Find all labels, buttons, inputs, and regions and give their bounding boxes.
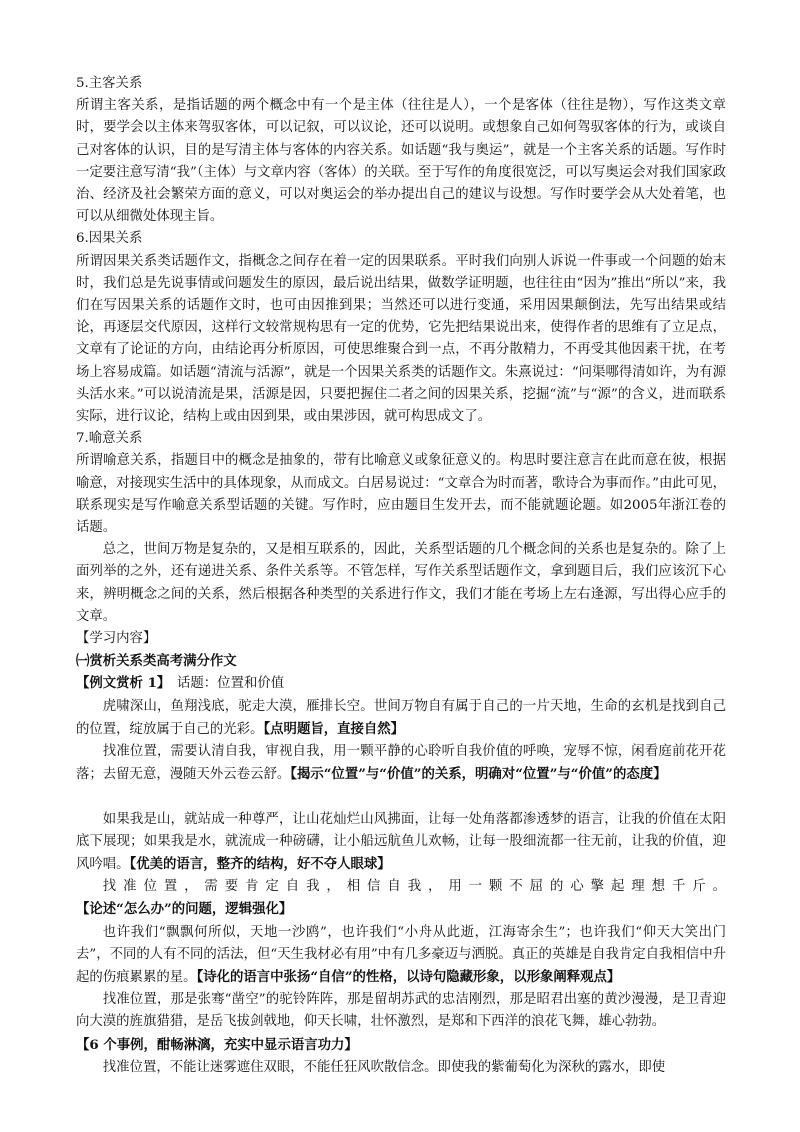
paragraph-text: 找准位置，那是张骞“凿空”的驼铃阵阵，那是留胡苏武的忠洁刚烈，那是昭君出塞的黄沙漫漫，是卫青迎向大漠的旌旗猎猎，是岳飞拔剑戟地，仰天长啸，壮怀激烈，是郑和下西洋的浪花飞舞，雄心勃勃。	[76, 992, 726, 1030]
section-5-body: 所谓主客关系，是指话题的两个概念中有一个是主体（往往是人），一个是客体（往往是物），写作这类文章时，要学会以主体来驾驭客体，可以记叙，可以议论，还可以说明。或想象自己如何驾驭客体的行为，或谈自己对客体的认识，目的是写清主体与客体的内容关系。如话题“我与奥运”，就是一个主客关系的话题。写作时一定要注意写清“我”（主体）与文章内容（客体）的关联。至于写作的角度很宽泛，可以写奥运会对我们国家政治、经济及社会繁荣方面的意义，可以对奥运会的举办提出自己的建议与设想。写作时要学会从大处着笔，也可以从细微处体现主旨。	[76, 98, 726, 225]
blank-line	[76, 787, 726, 809]
paragraph-text: 虎啸深山，鱼翔浅底，驼走大漠，雁排长空。世间万物自有属于自己的一片天地，生命的玄机是找到自己的位置，绽放属于自己的光彩。	[76, 698, 726, 737]
section-7-heading: 7.喻意关系	[76, 431, 143, 447]
example-comment-line	[76, 1034, 726, 1057]
example-paragraph-3	[76, 809, 726, 877]
example-topic: 话题：位置和价值	[163, 676, 285, 692]
learn-content-label: 【学习内容】	[76, 631, 157, 647]
example-paragraph-6	[76, 989, 726, 1033]
paragraph-text: 找准位置，需要肯定自我，相信自我，用一颗不屈的心擎起理想千斤。	[102, 879, 726, 895]
paragraph-text: 找准位置，不能让迷雾遮住双眼，不能任狂风吹散信念。即使我的紫葡萄化为深秋的露水，即使	[102, 1059, 666, 1075]
paragraph-text: 如果我是山，就站成一种尊严，让山花灿烂山风拂面，让每一处角落都渗透梦的语言，让我的价值在太阳底下展现；如果我是水，就流成一种磅礴，让小船远航鱼儿欢畅，让每一股细流都一往无前，让我的价值，迎风吟唱。	[76, 811, 726, 872]
example-paragraph-2	[76, 741, 726, 786]
example-paragraph-7	[76, 1057, 726, 1079]
paragraph-comment: 【点明题旨，直接自然】	[263, 720, 405, 737]
example-header	[76, 672, 726, 695]
section-6-heading: 6.因果关系	[76, 231, 143, 247]
section-7-body: 所谓喻意关系，指题目中的概念是抽象的，带有比喻意义或象征意义的。构思时要注意言在此而意在彼，根据喻意，对接现实生活中的具体现象，从而成文。白居易说过：“文章合为时而著，歌诗合为事而作。”由此可见，联系现实是写作喻意关系型话题的关键。写作时，应由题目生发开去，而不能就题论题。如2005年浙江卷的话题。	[76, 453, 726, 536]
example-label: 【例文赏析 1】	[76, 675, 164, 692]
example-paragraph-4	[76, 876, 726, 921]
summary-paragraph: 总之，世间万物是复杂的，又是相互联系的，因此，关系型话题的几个概念间的关系也是复杂的。除了上面列举的之外，还有递进关系、条件关系等。不管怎样，写作关系型话题作文，拿到题目后，我们应该沉下心来，辨明概念之间的关系，然后根据各种类型的关系进行作文，我们才能在考场上左右逢源，写出得心应手的文章。	[76, 542, 726, 624]
paragraph-comment: 【论述“怎么办”的问题，逻辑强化】	[76, 901, 293, 918]
example-paragraph-5	[76, 922, 726, 990]
paragraph-comment: 【诗化的语言中张扬“自信”的性格，以诗句隐藏形象，以形象阐释观点】	[196, 968, 621, 985]
document-page	[76, 73, 726, 1079]
example-paragraph-1	[76, 696, 726, 741]
paragraph-comment: 【6 个事例，酣畅淋漓，充实中显示语言功力】	[76, 1036, 358, 1053]
paragraph-comment: 【揭示“位置”与“价值”的关系，明确对“位置”与“价值”的态度】	[290, 766, 667, 783]
paragraph-text: 找准位置，需要认清自我，审视自我，用一颗平静的心聆听自我价值的呼唤，宠辱不惊，闲看庭前花开花落；去留无意，漫随天外云卷云舒。	[76, 744, 726, 783]
section-6-body: 所谓因果关系类话题作文，指概念之间存在着一定的因果联系。平时我们向别人诉说一件事或一个问题的始末时，我们总是先说事情或问题发生的原因，最后说出结果，做数学证明题，也往往由“因为”推出“所以”来，我们在写因果关系的话题作文时，也可由因推到果；当然还可以进行变通，采用因果颠倒法，先写出结果或结论，再逐层交代原因，这样行文较常规构思有一定的优势，它先把结果说出来，使得作者的思维有了立足点，文章有了论证的方向，由结论再分析原因，可使思维聚合到一点，不再分散精力，不再受其他因素干扰，在考场上容易成篇。如话题“清流与活源”，就是一个因果关系类的话题作文。朱熹说过：“问渠哪得清如许，为有源头活水来。”可以说清流是果，活源是因，只要把握住二者之间的因果关系，挖掘“流”与“源”的含义，进而联系实际，进行议论，结构上或由因到果，或由果涉因，就可构思成文了。	[76, 253, 726, 425]
paragraph-text: 也许我们“飘飘何所似，天地一沙鸥”，也许我们“小舟从此逝，江海寄余生”；也许我们“仰天大笑出门去”，不同的人有不同的活法，但“天生我材必有用”中有几多豪迈与洒脱。真正的英雄是自我肯定自我相信中升起的伤痕累累的星。	[76, 924, 726, 985]
section-5-heading: 5.主客关系	[76, 76, 143, 91]
sub-heading: ㈠赏析关系类高考满分作文	[76, 653, 237, 670]
paragraph-comment: 【优美的语言，整齐的结构，好不夺人眼球】	[129, 855, 391, 872]
